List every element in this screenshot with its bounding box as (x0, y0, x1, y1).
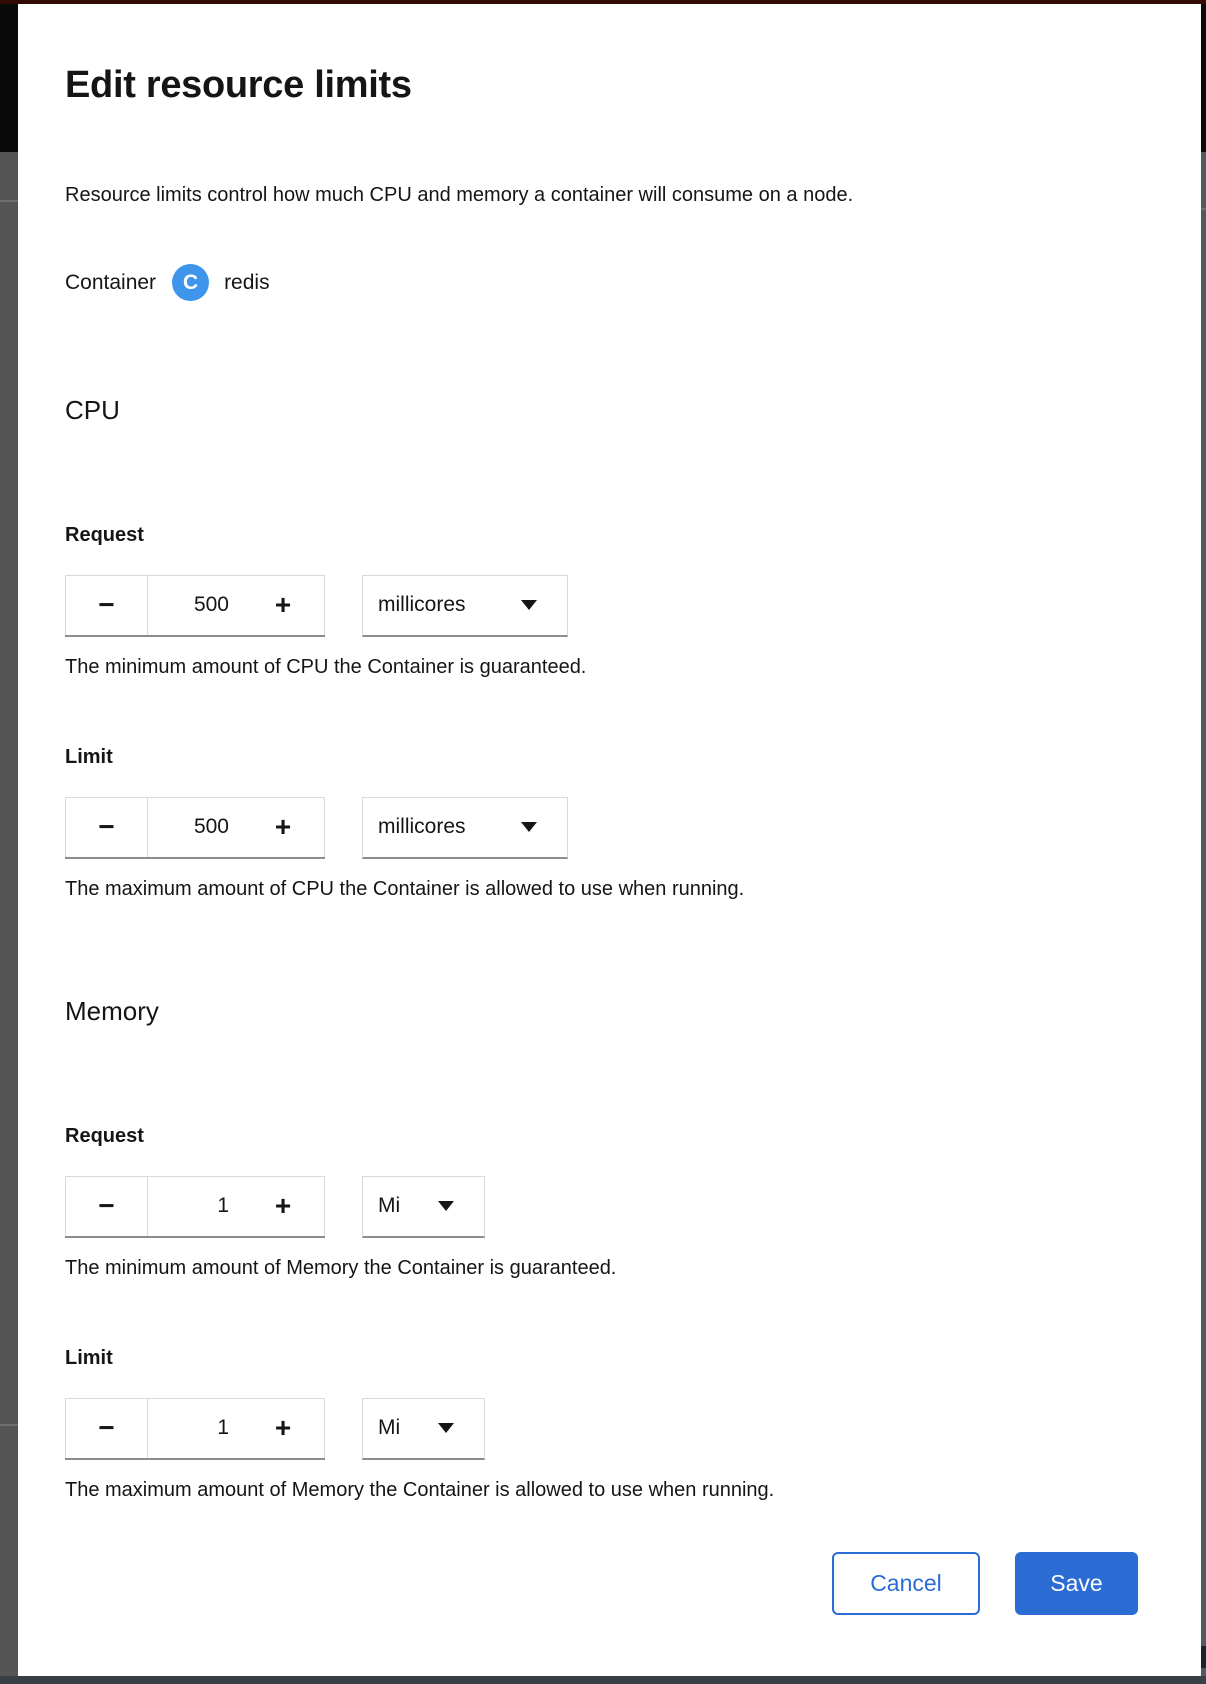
edit-resource-limits-modal (18, 4, 1201, 1676)
memory-limit-field (65, 1345, 1154, 1503)
modal-footer (65, 1552, 1154, 1615)
cpu-limit-increment-button[interactable]: + (242, 797, 325, 857)
memory-limit-unit-select[interactable] (362, 1398, 485, 1460)
memory-request-help-text: The minimum amount of Memory the Container is guaranteed. (65, 1256, 617, 1279)
memory-request-value-input[interactable] (148, 1176, 242, 1236)
memory-request-field (65, 1123, 1154, 1281)
cpu-request-value-input[interactable] (148, 575, 242, 635)
backdrop-right-notch (1201, 1646, 1206, 1668)
container-row (65, 264, 1154, 301)
cpu-request-field (65, 522, 1154, 680)
memory-limit-spinner (65, 1398, 325, 1460)
cpu-limit-unit-value: millicores (378, 815, 466, 839)
cpu-request-label: Request (65, 523, 144, 546)
backdrop-right-divider (1201, 208, 1206, 210)
memory-limit-label: Limit (65, 1346, 113, 1369)
memory-limit-value-input[interactable] (148, 1398, 242, 1458)
backdrop-right-strip (1201, 4, 1206, 1676)
memory-request-unit-select[interactable] (362, 1176, 485, 1238)
backdrop-left-dark-segment (0, 4, 18, 152)
cpu-request-unit-value: millicores (378, 593, 466, 617)
memory-request-decrement-button[interactable]: − (65, 1176, 148, 1236)
cancel-button[interactable]: Cancel (832, 1552, 980, 1615)
cpu-request-unit-select[interactable] (362, 575, 568, 637)
backdrop-bottom-strip (0, 1676, 1206, 1684)
caret-down-icon (521, 822, 537, 832)
backdrop-right-dark-segment (1201, 4, 1206, 152)
modal-title: Edit resource limits (65, 64, 412, 106)
memory-limit-controls (65, 1398, 1154, 1460)
cpu-limit-unit-select[interactable] (362, 797, 568, 859)
container-name: redis (224, 270, 270, 294)
cpu-request-decrement-button[interactable]: − (65, 575, 148, 635)
backdrop-left-strip (0, 4, 18, 1676)
cpu-request-spinner (65, 575, 325, 637)
memory-request-spinner (65, 1176, 325, 1238)
cpu-limit-controls (65, 797, 1154, 859)
cpu-limit-field (65, 744, 1154, 902)
memory-limit-unit-value: Mi (378, 1416, 401, 1440)
memory-limit-decrement-button[interactable]: − (65, 1398, 148, 1458)
memory-request-increment-button[interactable]: + (242, 1176, 325, 1236)
caret-down-icon (521, 600, 537, 610)
memory-request-unit-value: Mi (378, 1194, 401, 1218)
caret-down-icon (438, 1201, 454, 1211)
cpu-request-help-text: The minimum amount of CPU the Container is guaranteed. (65, 655, 587, 678)
cpu-limit-label: Limit (65, 745, 113, 768)
section-heading-cpu: CPU (65, 394, 120, 425)
cpu-limit-decrement-button[interactable]: − (65, 797, 148, 857)
memory-request-label: Request (65, 1124, 144, 1147)
backdrop-left-divider-lower (0, 1424, 18, 1426)
cpu-request-increment-button[interactable]: + (242, 575, 325, 635)
save-button[interactable]: Save (1015, 1552, 1138, 1615)
cpu-limit-help-text: The maximum amount of CPU the Container is allowed to use when running. (65, 877, 745, 900)
modal-description: Resource limits control how much CPU and memory a container will consume on a node. (65, 183, 854, 206)
section-heading-memory: Memory (65, 995, 159, 1026)
memory-request-controls (65, 1176, 1154, 1238)
cpu-request-controls (65, 575, 1154, 637)
caret-down-icon (438, 1423, 454, 1433)
cpu-limit-spinner (65, 797, 325, 859)
container-kind-badge: C (172, 264, 209, 301)
memory-limit-increment-button[interactable]: + (242, 1398, 325, 1458)
memory-limit-help-text: The maximum amount of Memory the Container is allowed to use when running. (65, 1478, 775, 1501)
container-label: Container (65, 270, 157, 294)
cpu-limit-value-input[interactable] (148, 797, 242, 857)
backdrop-left-divider (0, 200, 18, 202)
